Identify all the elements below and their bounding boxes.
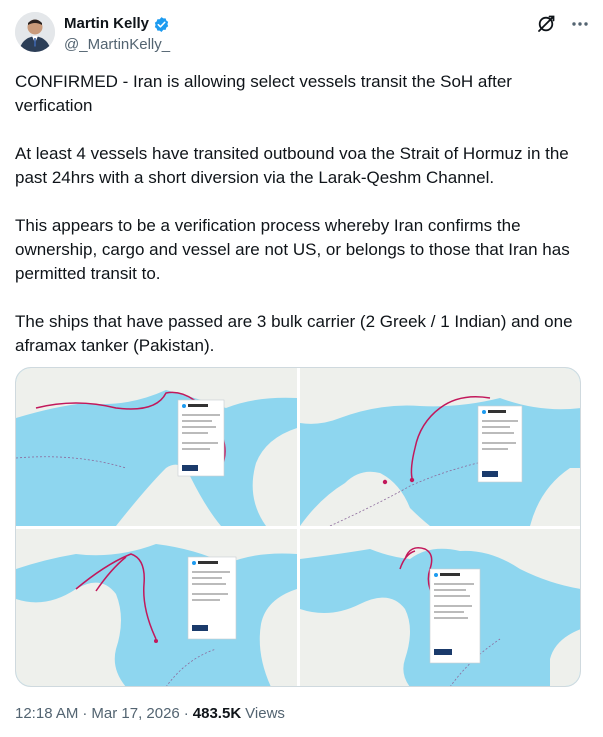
tweet-paragraph: The ships that have passed are 3 bulk carrier (2 Greek / 1 Indian) and one aframax tanker (Pakistan). [15,312,573,355]
author-name[interactable]: Martin Kelly [64,15,150,32]
tweet-paragraph: At least 4 vessels have transited outbound voa the Strait of Hormuz in the past 24hrs with a short diversion via the Larak-Qeshm Channel. [15,144,569,187]
views-label[interactable]: Views [245,705,285,722]
map-image-3[interactable] [16,529,297,687]
meta-separator: · [82,705,88,722]
tweet-paragraph: This appears to be a verification process whereby Iran confirms the ownership, cargo and vessel are not US, or belongs to those that Iran has permitted transit to. [15,216,570,283]
views-count[interactable]: 483.5K [192,705,242,722]
more-options-icon[interactable] [570,14,590,34]
tweet-text [15,70,587,358]
tweet-time[interactable]: 12:18 AM [15,705,79,722]
avatar[interactable] [15,12,55,52]
meta-separator: · [183,705,189,722]
grok-icon[interactable] [536,14,556,34]
author-handle[interactable]: @_MartinKelly_ [64,36,171,53]
map-image-2[interactable] [300,368,581,526]
verified-badge-icon [153,16,170,33]
tweet-date[interactable]: Mar 17, 2026 [91,705,180,722]
map-image-1[interactable] [16,368,297,526]
tweet-meta [15,704,285,724]
media-grid [15,367,581,687]
tweet-paragraph: CONFIRMED - Iran is allowing select vessels transit the SoH after verfication [15,72,512,115]
tweet-header [15,12,590,56]
name-row [64,15,170,33]
map-image-4[interactable] [300,529,581,687]
